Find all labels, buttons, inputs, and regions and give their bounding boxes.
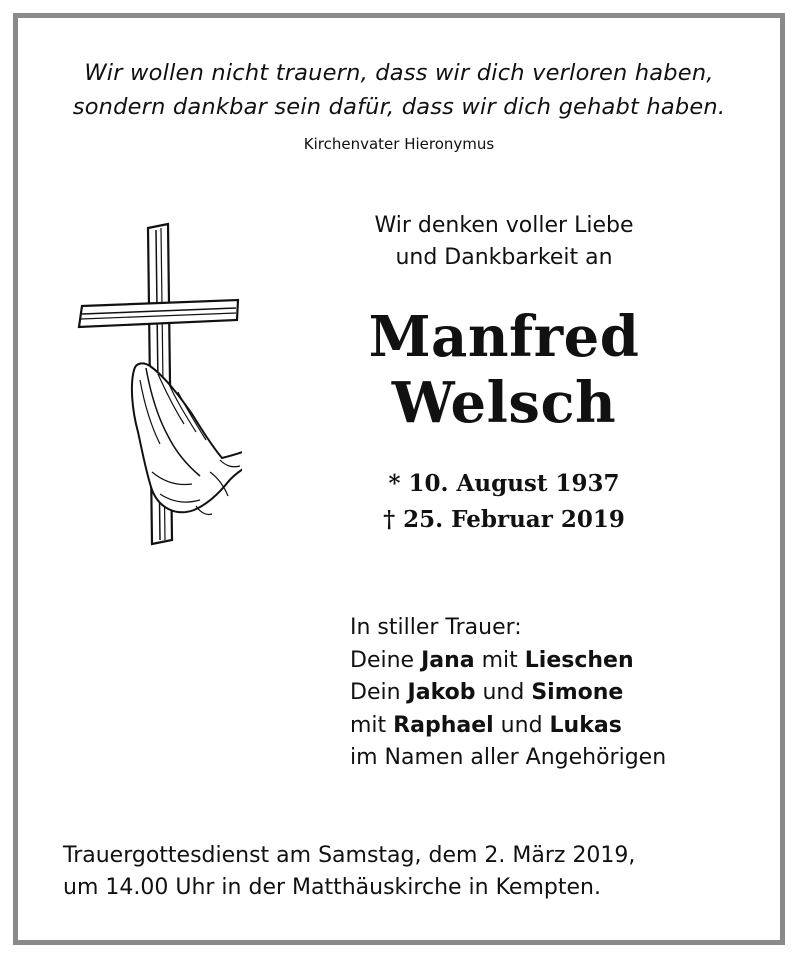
funeral-service-info <box>63 840 763 904</box>
deceased-last-name: Welsch <box>391 370 617 436</box>
death-date: † 25. Februar 2019 <box>383 506 625 533</box>
birth-date: * 10. August 1937 <box>388 470 620 497</box>
quote <box>18 56 780 124</box>
intro-line-2: und Dankbarkeit an <box>395 245 613 270</box>
mourners-text: mit <box>350 712 394 738</box>
obituary-frame <box>13 13 785 945</box>
intro <box>319 210 689 274</box>
mourner-name: Jakob <box>407 680 476 705</box>
cross-with-praying-hands-icon <box>60 210 242 550</box>
quote-author: Kirchenvater Hieronymus <box>303 135 495 153</box>
mourners-line-1 <box>350 645 770 678</box>
mourner-name: Jana <box>421 647 475 673</box>
mourners-line-3 <box>350 710 770 743</box>
mourners-line-2 <box>350 677 770 710</box>
service-line-2: um 14.00 Uhr in der Matthäuskirche in Kempten. <box>63 875 601 900</box>
mourner-name: Lieschen <box>524 647 634 673</box>
mourners-line-4: im Namen aller Angehörigen <box>350 745 667 770</box>
mourners-block <box>350 612 770 775</box>
mourner-name: Simone <box>531 680 624 705</box>
life-dates <box>319 466 689 538</box>
quote-line-1: Wir wollen nicht trauern, dass wir dich verloren haben, <box>84 60 714 86</box>
mourners-text: Dein <box>350 680 408 705</box>
quote-line-2: sondern dankbar sein dafür, dass wir dich gehabt haben. <box>72 94 726 120</box>
mourners-heading: In stiller Trauer: <box>350 615 522 640</box>
deceased-first-name: Manfred <box>368 304 640 370</box>
mourner-name: Lukas <box>549 712 622 738</box>
mourners-text: und <box>475 680 532 705</box>
intro-line-1: Wir denken voller Liebe <box>374 213 634 238</box>
mourners-text: und <box>493 712 550 738</box>
mourner-name: Raphael <box>393 712 494 738</box>
service-line-1: Trauergottesdienst am Samstag, dem 2. März 2019, <box>63 843 636 868</box>
mourners-text: Deine <box>350 647 422 673</box>
deceased-name <box>319 304 689 436</box>
mourners-text: mit <box>474 647 525 673</box>
